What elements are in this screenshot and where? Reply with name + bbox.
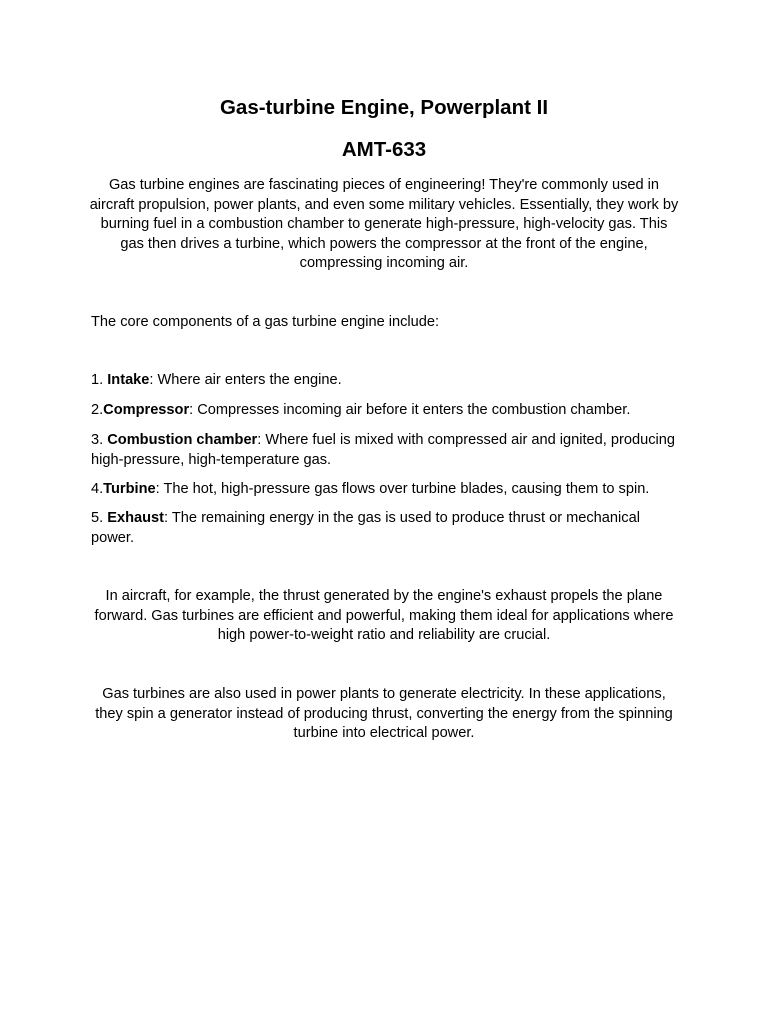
aircraft-paragraph: In aircraft, for example, the thrust generated by the engine's exhaust propels the plane forward. Gas turbines are efficient and powerful, making them ideal for applications where high power-to-weight ratio and reliability are crucial. <box>94 588 674 644</box>
component-item-turbine <box>91 480 681 500</box>
component-term: Compressor <box>103 402 190 418</box>
component-description: : The hot, high-pressure gas flows over turbine blades, causing them to spin. <box>155 481 650 497</box>
course-code: AMT-633 <box>341 138 427 161</box>
component-description: : Compresses incoming air before it enters the combustion chamber. <box>189 402 631 418</box>
component-prefix: 1. <box>91 372 108 388</box>
component-term: Intake <box>107 372 150 388</box>
component-description: : The remaining energy in the gas is used to produce thrust or mechanical power. <box>91 510 640 546</box>
component-term: Turbine <box>103 481 156 497</box>
component-prefix: 3. <box>91 432 108 448</box>
power-plant-paragraph: Gas turbines are also used in power plants to generate electricity. In these applications, they spin a generator instead of producing thrust, converting the energy from the spinning turbine into electrical power. <box>95 686 673 742</box>
component-item-compressor <box>91 401 681 421</box>
components-lead: The core components of a gas turbine engine include: <box>91 314 440 330</box>
document-title: Gas-turbine Engine, Powerplant II <box>219 96 549 119</box>
component-description: : Where fuel is mixed with compressed air and ignited, producing high-pressure, high-temperature gas. <box>91 432 675 468</box>
component-prefix: 5. <box>91 510 108 526</box>
component-item-combustion-chamber <box>91 431 681 470</box>
component-prefix: 2. <box>91 402 104 418</box>
component-term: Exhaust <box>107 510 165 526</box>
component-term: Combustion chamber <box>107 432 258 448</box>
component-item-exhaust <box>91 509 681 548</box>
component-description: : Where air enters the engine. <box>149 372 342 388</box>
component-prefix: 4. <box>91 481 104 497</box>
intro-paragraph: Gas turbine engines are fascinating pieces of engineering! They're commonly used in aircraft propulsion, power plants, and even some military vehicles. Essentially, they work by burning fuel in a combustion chamber to generate high-pressure, high-velocity gas. This gas then drives a turbine, which powers the compressor at the front of the engine, compressing incoming air. <box>89 177 679 272</box>
component-item-intake <box>91 371 681 391</box>
